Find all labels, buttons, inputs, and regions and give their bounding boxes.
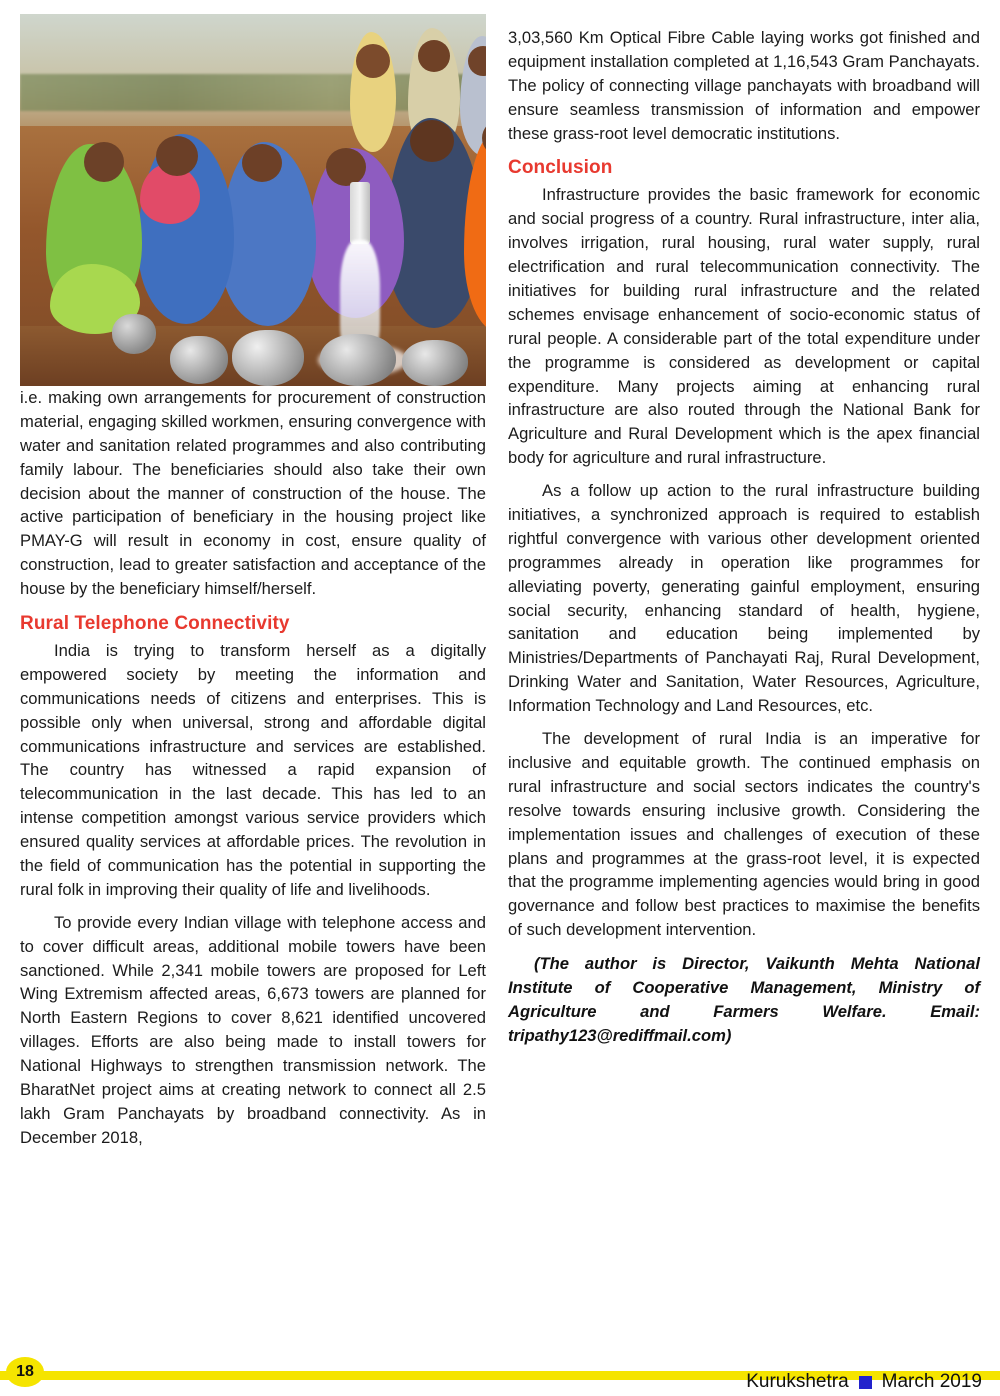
photo-woman-2-head — [156, 136, 198, 176]
paragraph: The development of rural India is an imperative for inclusive and equitable growth. The continued emphasis on rural infrastructure and social sectors indicates the country's resolve towards ensuring inclusive growth. Considering the implementation issues and challenges of execution of these plans and programmes at the grass-root level, it is expected that the programme implementing agencies would bring in good governance and follow best practices to maximise the benefits of such development intervention. — [508, 729, 980, 940]
page-number-badge: 18 — [6, 1357, 44, 1387]
paragraph: India is trying to transform herself as a digitally empowered society by meeting the information and communications needs of citizens and enterprises. This is possible only when universal, strong and affordable digital communications infrastructure and services are established. The country has witnessed a rapid expansion of telecommunication in the last decade. This has led to an intense competition amongst various service providers which ensured quality services at affordable prices. The revolution in the field of communication has the potential in supporting the rural folk in improving their quality of life and livelihoods. — [20, 641, 486, 899]
photo-woman-5-head — [410, 120, 454, 162]
article-photo — [20, 14, 486, 386]
paragraph: i.e. making own arrangements for procurement of construction material, engaging skilled workmen, ensuring convergence with water and sanitation related programmes and also contributing family labour. The beneficiaries should also take their own decision about the manner of construction of the house. The active participation of beneficiary in the housing project like PMAY-G will result in economy in cost, ensure quality of construction, lead to greater satisfaction and acceptance of the house by the beneficiary himself/herself. — [20, 388, 486, 599]
magazine-title: Kurukshetra — [746, 1371, 849, 1392]
photo-woman-3-head — [242, 144, 282, 182]
photo-pot — [170, 336, 228, 384]
paragraph: Infrastructure provides the basic framework for economic and social progress of a country. Rural infrastructure, inter alia, involves irrigation, rural housing, rural water supply, rural electrification and rural telecommunication connectivity. The initiatives for building rural infrastructure and the related schemes envisage enhancement of socio-economic status of rural people. A considerable part of the total expenditure under the programme is considered as development or capital expenditure. Many projects aiming at enhancing rural infrastructure are also routed through the National Bank for Agriculture and Rural Development which is the apex financial body for agriculture and rural infrastructure. — [508, 185, 980, 468]
paragraph: 3,03,560 Km Optical Fibre Cable laying works got finished and equipment installation completed at 1,16,543 Gram Panchayats. The policy of connecting village panchayats with broadband will ensure seamless transmission of information and empower these grass-root level democratic institutions. — [508, 28, 980, 143]
paragraph: To provide every Indian village with telephone access and to cover difficult areas, additional mobile towers have been sanctioned. While 2,341 mobile towers are proposed for Left Wing Extremism affected areas, 6,673 towers are planned for North Eastern Regions to cover 8,621 identified uncovered villages. Efforts are also being made to install towers for National Highways to strengthen transmission network. The BharatNet project aims at creating network to connect all 2.5 lakh Gram Panchayats by broadband connectivity. As in December 2018, — [20, 912, 486, 1147]
paragraph: As a follow up action to the rural infrastructure building initiatives, a synchronized approach is required to establish rightful convergence with various other development oriented programmes already in operation like programmes for alleviating poverty, generating gainful employment, ensuring social security, enhancing standard of health, hygiene, sanitation and education being implemented by Ministries/Departments of Panchayati Raj, Rural Development, Drinking Water and Sanitation, Water Resources, Agriculture, Information Technology and Land Resources, etc. — [508, 481, 980, 716]
footer-meta — [746, 1371, 982, 1393]
photo-pot — [320, 334, 396, 386]
photo-child-1-head — [356, 44, 390, 78]
photo-woman-1-head — [84, 142, 124, 182]
photo-water-pipe — [350, 182, 370, 244]
issue-date: March 2019 — [881, 1371, 982, 1392]
section-heading-rural-telephone-connectivity: Rural Telephone Connectivity — [20, 613, 290, 635]
right-column — [508, 26, 980, 1048]
photo-pot — [232, 330, 304, 386]
page-footer — [0, 1342, 1000, 1396]
photo-pot — [112, 314, 156, 354]
author-note — [508, 952, 980, 1048]
section-heading-conclusion: Conclusion — [508, 157, 613, 179]
photo-woman-4-head — [326, 148, 366, 186]
photo-pot — [402, 340, 468, 386]
photo-child-2-head — [418, 40, 450, 72]
author-note-text: (The author is Director, Vaikunth Mehta National Institute of Cooperative Management, Ministry of Agriculture and Farmers Welfare. Email: tripathy123@rediffmail.com) — [508, 954, 980, 1046]
left-column — [20, 14, 486, 1159]
square-bullet-icon — [859, 1376, 872, 1389]
